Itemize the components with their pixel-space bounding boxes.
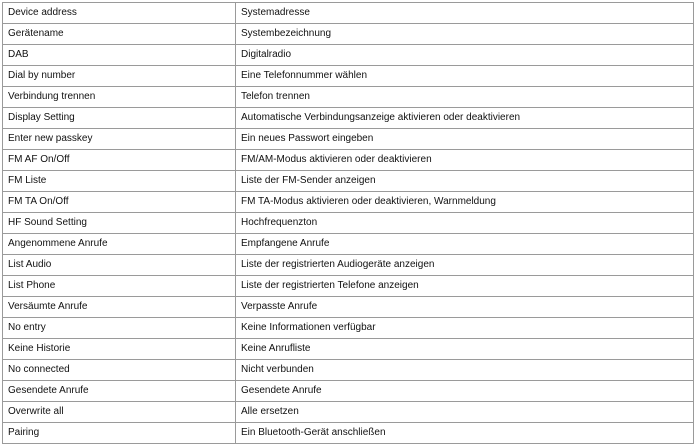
term-cell: Verbindung trennen <box>3 87 236 108</box>
table-row <box>3 150 694 171</box>
term-cell: List Audio <box>3 255 236 276</box>
table-row <box>3 87 694 108</box>
table-row <box>3 318 694 339</box>
translation-cell: Liste der registrierten Audiogeräte anzeigen <box>236 255 694 276</box>
translation-cell: Ein Bluetooth-Gerät anschließen <box>236 423 694 444</box>
term-cell: Device address <box>3 3 236 24</box>
term-cell: List Phone <box>3 276 236 297</box>
table-row <box>3 339 694 360</box>
table-row <box>3 276 694 297</box>
translation-cell: Hochfrequenzton <box>236 213 694 234</box>
term-cell: Gesendete Anrufe <box>3 381 236 402</box>
table-row <box>3 423 694 444</box>
term-cell: Pairing <box>3 423 236 444</box>
translation-cell: FM/AM-Modus aktivieren oder deaktivieren <box>236 150 694 171</box>
term-cell: Overwrite all <box>3 402 236 423</box>
translation-cell: Keine Informationen verfügbar <box>236 318 694 339</box>
translation-cell: Systembezeichnung <box>236 24 694 45</box>
table-row <box>3 213 694 234</box>
table-row <box>3 24 694 45</box>
term-cell: FM TA On/Off <box>3 192 236 213</box>
term-cell: Angenommene Anrufe <box>3 234 236 255</box>
glossary-body <box>3 3 694 444</box>
table-row <box>3 192 694 213</box>
table-row <box>3 297 694 318</box>
table-row <box>3 381 694 402</box>
translation-cell: Ein neues Passwort eingeben <box>236 129 694 150</box>
translation-cell: Liste der FM-Sender anzeigen <box>236 171 694 192</box>
table-row <box>3 45 694 66</box>
translation-cell: Liste der registrierten Telefone anzeigen <box>236 276 694 297</box>
term-cell: Dial by number <box>3 66 236 87</box>
term-cell: Display Setting <box>3 108 236 129</box>
translation-cell: Telefon trennen <box>236 87 694 108</box>
table-row <box>3 402 694 423</box>
term-cell: No connected <box>3 360 236 381</box>
translation-cell: FM TA-Modus aktivieren oder deaktivieren, Warnmeldung <box>236 192 694 213</box>
term-cell: Versäumte Anrufe <box>3 297 236 318</box>
translation-cell: Digitalradio <box>236 45 694 66</box>
term-cell: HF Sound Setting <box>3 213 236 234</box>
table-row <box>3 129 694 150</box>
translation-cell: Automatische Verbindungsanzeige aktivieren oder deaktivieren <box>236 108 694 129</box>
translation-cell: Keine Anrufliste <box>236 339 694 360</box>
term-cell: FM AF On/Off <box>3 150 236 171</box>
translation-cell: Gesendete Anrufe <box>236 381 694 402</box>
translation-cell: Verpasste Anrufe <box>236 297 694 318</box>
table-row <box>3 234 694 255</box>
table-row <box>3 108 694 129</box>
term-cell: DAB <box>3 45 236 66</box>
translation-cell: Empfangene Anrufe <box>236 234 694 255</box>
table-row <box>3 171 694 192</box>
translation-cell: Eine Telefonnummer wählen <box>236 66 694 87</box>
translation-cell: Nicht verbunden <box>236 360 694 381</box>
term-cell: No entry <box>3 318 236 339</box>
term-cell: Gerätename <box>3 24 236 45</box>
table-row <box>3 66 694 87</box>
term-cell: FM Liste <box>3 171 236 192</box>
table-row <box>3 255 694 276</box>
table-row <box>3 360 694 381</box>
table-row <box>3 3 694 24</box>
term-cell: Enter new passkey <box>3 129 236 150</box>
glossary-table <box>2 2 694 444</box>
translation-cell: Systemadresse <box>236 3 694 24</box>
translation-cell: Alle ersetzen <box>236 402 694 423</box>
term-cell: Keine Historie <box>3 339 236 360</box>
